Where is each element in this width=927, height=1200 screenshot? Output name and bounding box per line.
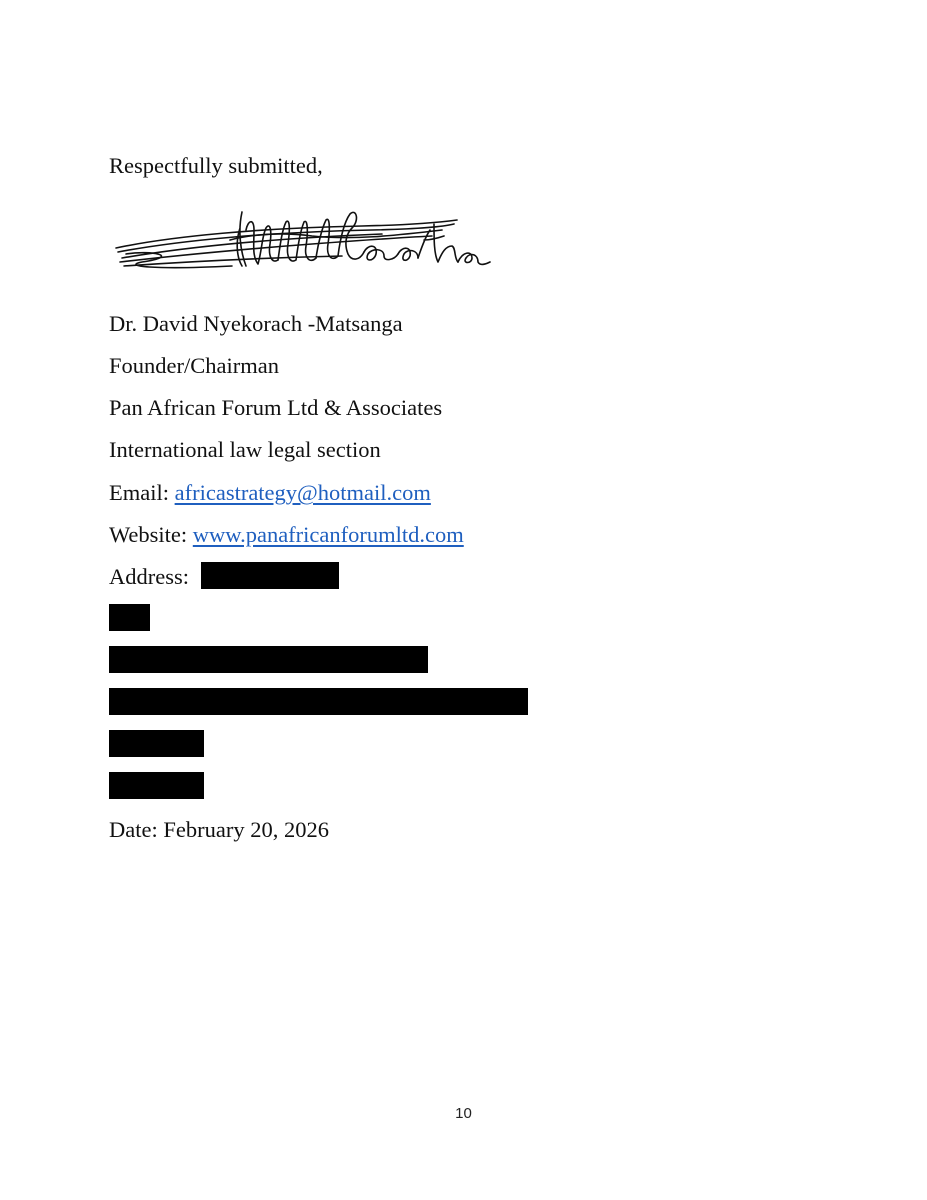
redaction-bar xyxy=(109,604,150,631)
website-line xyxy=(109,521,464,549)
email-link[interactable]: africastrategy@hotmail.com xyxy=(174,480,431,505)
signatory-name: Dr. David Nyekorach -Matsanga xyxy=(109,311,403,336)
date-value: February 20, 2026 xyxy=(163,817,329,842)
closing-text: Respectfully submitted, xyxy=(109,153,323,178)
signatory-organization: Pan African Forum Ltd & Associates xyxy=(109,395,443,420)
website-label: Website: xyxy=(109,522,188,547)
redaction-bar xyxy=(109,730,204,757)
redaction-bar xyxy=(201,562,339,589)
date-label: Date: xyxy=(109,817,158,842)
signatory-title: Founder/Chairman xyxy=(109,353,279,378)
date-line xyxy=(109,816,329,844)
page-number: 10 xyxy=(455,1105,472,1122)
email-label: Email: xyxy=(109,480,169,505)
handwritten-signature xyxy=(112,200,497,276)
address-line xyxy=(109,563,189,591)
website-link[interactable]: www.panafricanforumltd.com xyxy=(192,522,464,547)
redaction-bar xyxy=(109,772,204,799)
address-label: Address: xyxy=(109,564,189,589)
signatory-section: International law legal section xyxy=(109,437,381,462)
email-line xyxy=(109,479,431,507)
redaction-bar xyxy=(109,646,428,673)
redaction-bar xyxy=(109,688,528,715)
